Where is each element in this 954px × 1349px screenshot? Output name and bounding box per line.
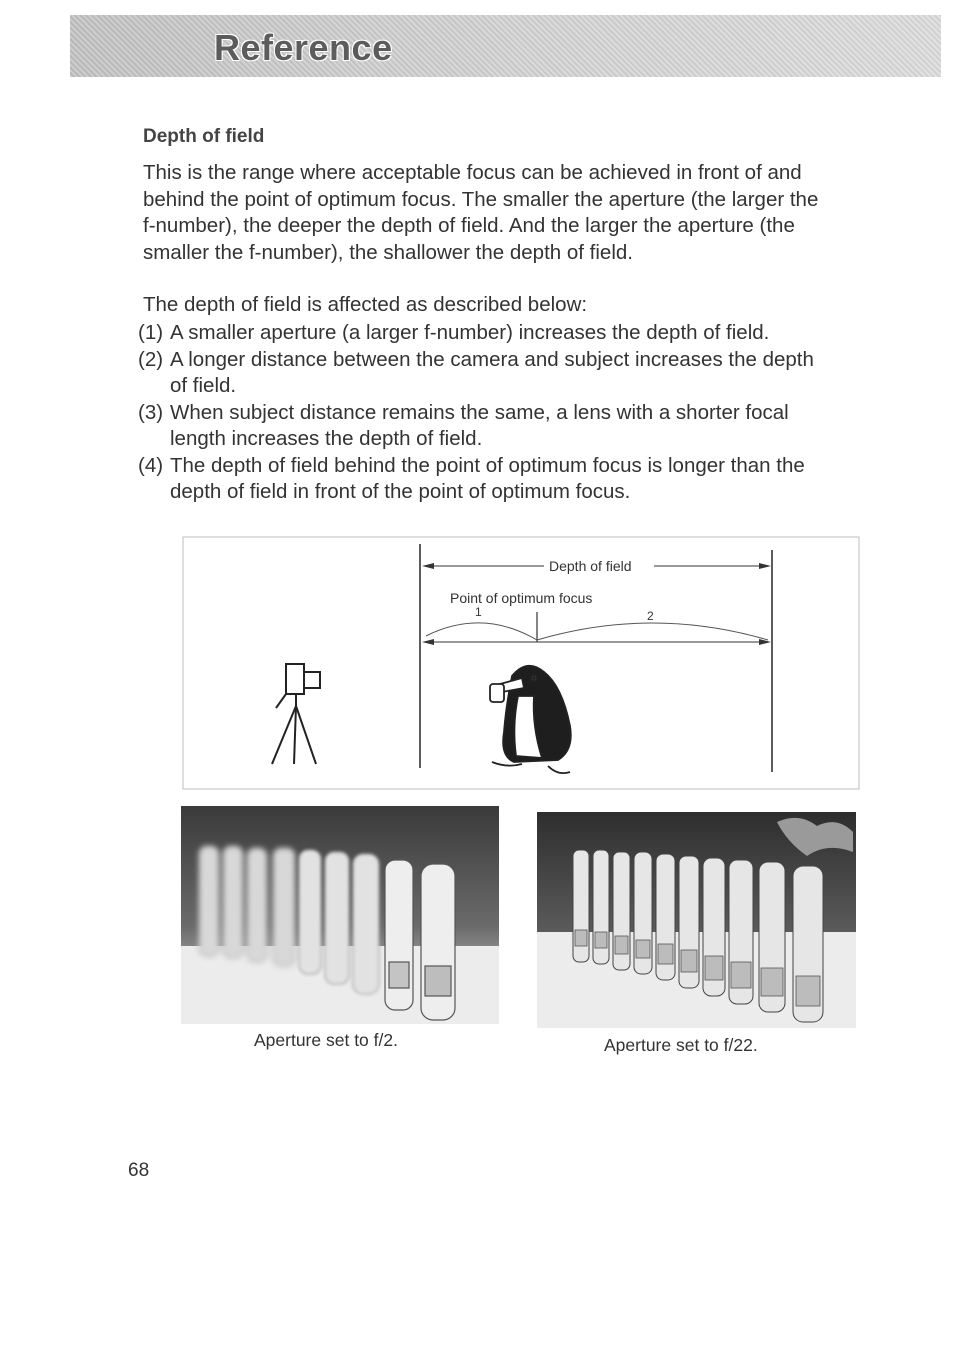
list-line: The depth of field behind the point of optimum focus is longer than the	[170, 454, 805, 477]
marker-1: 1	[475, 605, 482, 619]
intro-line: smaller the f-number), the shallower the depth of field.	[143, 240, 633, 264]
header-band	[70, 15, 941, 77]
page-number: 68	[128, 1160, 150, 1181]
list-item	[138, 453, 913, 505]
list-number: (1)	[138, 321, 164, 344]
list-item	[138, 347, 913, 399]
list-item	[138, 320, 913, 346]
depth-label: Depth of field	[549, 558, 632, 574]
caption-f22: Aperture set to f/22.	[604, 1035, 758, 1055]
list-line: depth of field in front of the point of optimum focus.	[170, 480, 631, 503]
penguin-illustration-icon	[490, 666, 571, 773]
list-line: length increases the depth of field.	[170, 427, 483, 450]
photo-aperture-f2	[181, 806, 499, 1024]
arrow-right-icon	[759, 563, 771, 569]
intro-line: behind the point of optimum focus. The smaller the aperture (the larger the	[143, 187, 819, 211]
caption-f2: Aperture set to f/2.	[254, 1030, 398, 1050]
list-number: (2)	[138, 348, 164, 371]
list-line: When subject distance remains the same, a lens with a shorter focal	[170, 401, 789, 424]
list-line: A longer distance between the camera and subject increases the depth	[170, 348, 814, 371]
list-number: (4)	[138, 454, 164, 477]
focus-label: Point of optimum focus	[450, 590, 593, 606]
list-item	[138, 400, 913, 452]
list-number: (3)	[138, 401, 164, 424]
factor-list	[138, 320, 913, 506]
section-heading: Depth of field	[143, 126, 265, 147]
intro-line: f-number), the deeper the depth of field. And the larger the aperture (the	[143, 214, 795, 237]
photo-aperture-f22	[537, 812, 856, 1028]
depth-of-field-diagram	[182, 536, 860, 790]
page-title: Reference	[214, 27, 393, 68]
arrow-left-icon	[422, 563, 434, 569]
list-line: of field.	[170, 374, 237, 397]
lead-sentence: The depth of field is affected as described below:	[143, 293, 588, 316]
camera-tripod-icon	[272, 664, 320, 764]
marker-2: 2	[647, 609, 654, 623]
intro-line: This is the range where acceptable focus can be achieved in front of and	[143, 161, 802, 184]
list-line: A smaller aperture (a larger f-number) increases the depth of field.	[170, 321, 770, 344]
intro-paragraph	[143, 160, 913, 266]
